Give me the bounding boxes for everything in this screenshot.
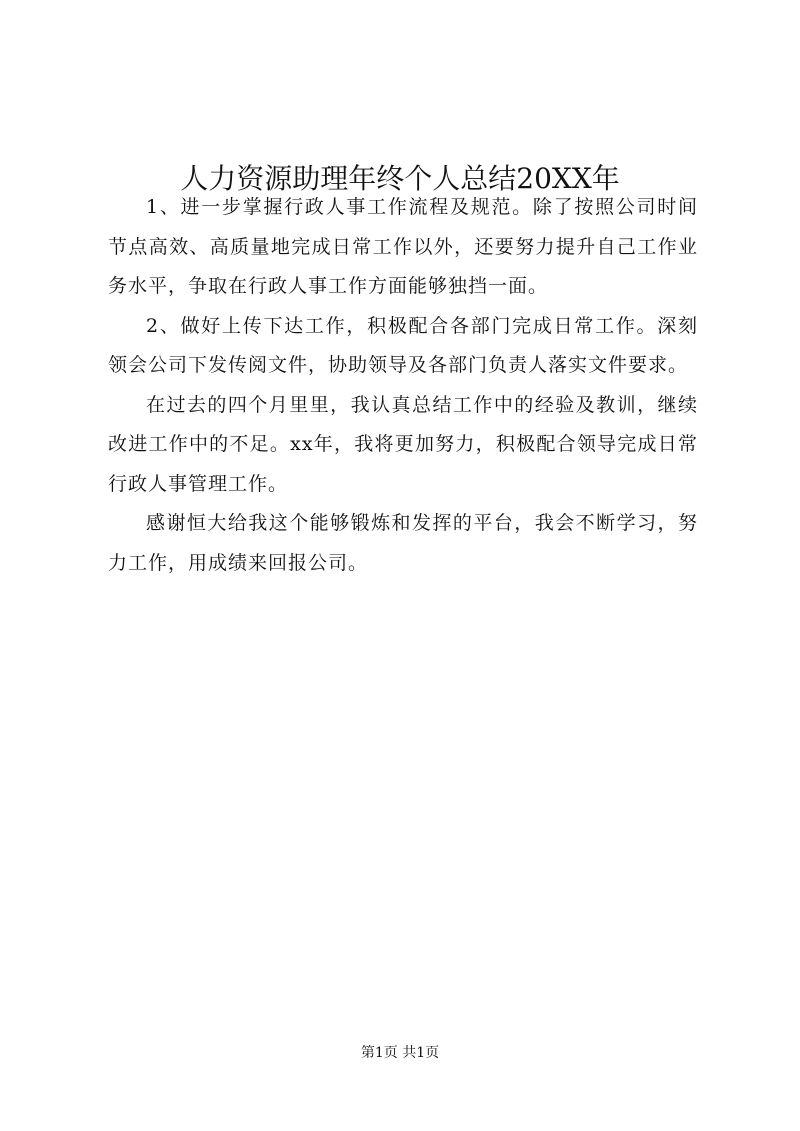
page-footer: 第1页 共1页: [360, 1045, 440, 1061]
document-body: [108, 188, 698, 583]
paragraph-1: 1、进一步掌握行政人事工作流程及规范。除了按照公司时间节点高效、高质量地完成日常工作以外，还要努力提升自己工作业务水平，争取在行政人事工作方面能够独挡一面。: [108, 196, 698, 297]
paragraph-4: 感谢恒大给我这个能够锻炼和发挥的平台，我会不断学习，努力工作，用成绩来回报公司。: [108, 512, 698, 574]
paragraph-2: 2、做好上传下达工作，积极配合各部门完成日常工作。深刻领会公司下发传阅文件，协助领导及各部门负责人落实文件要求。: [108, 314, 698, 376]
page-title: 人力资源助理年终个人总结20XX年: [180, 161, 620, 195]
paragraph-3: 在过去的四个月里里，我认真总结工作中的经验及教训，继续改进工作中的不足。xx年，我将更加努力，积极配合领导完成日常行政人事管理工作。: [108, 393, 698, 495]
